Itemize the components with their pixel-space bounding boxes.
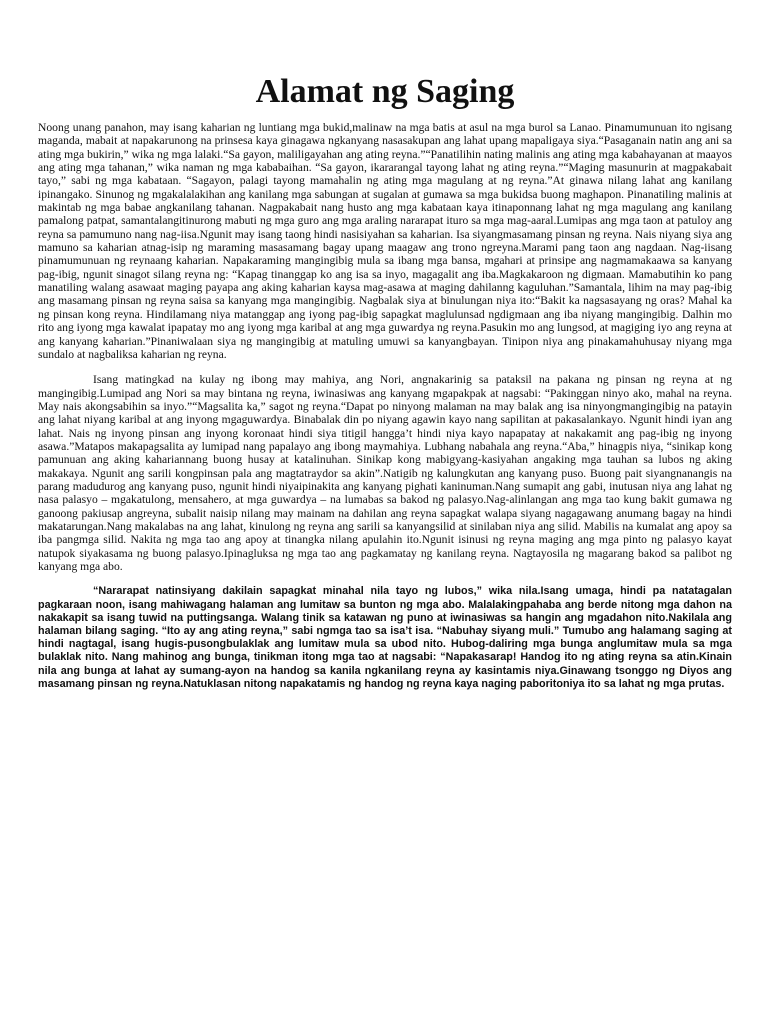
document-title: Alamat ng Saging — [255, 73, 515, 110]
paragraph-3: “Nararapat natinsiyang dakilain sapagkat minahal nila tayo ng lubos,” wika nila.Isang umaga, hindi pa natatagalan pagkaraan noon, isang mahiwagang halaman ang lumitaw sa bunton ng mga abo. Malalakingpahaba ang berde nitong mga dahon na nakakapit sa isang tuwid na puttingsanga. Walang tinik sa katawan ng puno at iwinasiwas sa hangin ang mgadahon nito.Nakilala ang halaman bilang saging. “Ito ay ang ating reyna,” sabi ngmga tao sa isa’t isa. “Nabuhay siyang muli.” Tumubo ang halamang saging at hindi nagtagal, isang hugis-pusongbulaklak ang lumitaw mula sa ubod nito. Hubog-daliring mga bunga anglumitaw mula sa mga bulaklak nito. Nang mahinog ang bunga, tinikman itong mga tao at nagsabi: “Napakasarap! Handog ito ng ating reyna sa atin.Kinain nila ang bunga at lahat ay sumang-ayon na handog sa kanila ngkanilang reyna ay kasintamis niya.Ginawang tsonggo ng Diyos ang masamang pinsan ng reyna.Natuklasan nitong napakatamis ng handog ng reyna kaya naging paboritoniya ito sa lahat ng mga prutas. — [38, 585, 732, 690]
document-page — [38, 60, 732, 691]
paragraph-2: Isang matingkad na kulay ng ibong may mahiya, ang Nori, angnakarinig sa pataksil na pakana ng pinsan ng reyna at ng mangingibig.Lumipad ang Nori sa may bintana ng reyna, iwinasiwas ang kanyang mgapakpak at nagsabi: “Pakinggan ninyo ako, mahal na reyna. May nais akongsabihin sa inyo.”“Magsalita ka,” sagot ng reyna.“Dapat po ninyong malaman na may balak ang isa ninyongmangingibig na patayin ang lahat niyang karibal at ang inyong mgaguwardya. Binabalak din po niyang agawin kayo nang sapilitan at pakasalankayo. Ngunit hindi iyan ang lahat. Nais ng inyong pinsan ang inyong koronaat hindi siya titigil hangga’t hindi niya kayo napapatay at nakakamit ang pag-ibig ng inyong asawa.”Matapos makapagsalita ay lumipad nang papalayo ang ibong maymahiya. Lubhang nabahala ang reyna.“Aba,” hinagpis niya, “sinikap kong pamunuan ang aking kahariannang buong husay at katalinuhan. Sinikap kong mabigyang-kasiyahan angaking mga tauhan sa lubos ng aking makakaya. Ngunit ang sarili kongpinsan pala ang magtatraydor sa akin”.Natigib ng kalungkutan ang kanyang puso. Buong pait siyangnanangis na parang madudurog ang kanyang puso, ngunit hindi niyaipinakita ang kanyang pighati kaninuman.Nang sumapit ang gabi, inutusan niya ang lahat ng nasa palasyo – mgakatulong, mensahero, at mga guwardya – na lumabas sa bakod ng palasyo.Nag-alinlangan ang mga tao kung bakit gumawa ng ganoong pakiusap angreyna, subalit naisip nilang may mainam na dahilan ang reyna sapagkat walapa siyang nagagawang anumang bagay na hindi makatarungan.Nang makalabas na ang lahat, kinulong ng reyna ang sarili sa kanyangsilid at sinilaban niya ang silid. Mabilis na kumalat ang apoy sa iba pangmga silid. Nakita ng mga tao ang apoy at tinangka nilang apulahin ito.Ngunit isinusi ng reyna maging ang mga pinto ng palasyo kayat natupok siyakasama ng buong palasyo.Ipinagluksa ng mga tao ang pagkamatay ng kanilang reyna. Nagtayosila ng magarang bakod sa palibot ng kanyang mga abo. — [38, 373, 732, 573]
paragraph-1: Noong unang panahon, may isang kaharian ng luntiang mga bukid,malinaw na mga batis at asul na mga burol sa Lanao. Pinamumunuan ito ngisang maganda, mabait at napakarunong na prinsesa kaya ginagawa ngkanyang nasasakupan ang lahat upang mapaligaya siya.“Pasaganain natin ang ani sa ating mga bukirin,” wika ng mga lalaki.“Sa gayon, maliligayahan ang ating reyna.”“Panatilihin nating malinis ang ating mga kabahayanan at maayos ang ating mga tahanan,” wika naman ng mga kababaihan. “Sa gayon, ikararangal tayong lahat ng ating reyna.”“Maging masunurin at magpakabait tayo,” sabi ng mga kabataan. “Sagayon, palagi tayong mamahalin ng ating mga magulang at ng reyna.”At ginawa nilang lahat ang kanilang ipinangako. Sinunog ng mgakalalakihan ang kanilang mga sabungan at sugalan at gumawa sa mga bukidsa buong maghapon. Pinanatiling malinis at makintab ng mga babae angkanilang tahanan. Nagpakabait nang husto ang mga kabataan kaya itinaponnang lahat ng mga magulang ang kanilang pamalong patpat, samantalangitinurong mabuti ng mga guro ang mga araling nararapat ituro sa mga mag-aaral.Lumipas ang mga taon at patuloy ang reyna sa pamumuno nang nag-iisa.Ngunit may isang taong hindi nasisiyahan sa kaharian. Isa siyangmasamang pinsan ng reyna. Nais niyang siya ang mamuno sa kaharian atnag-isip ng maraming masasamang bagay upang maagaw ang trono ngreyna.Marami pang taon ang nagdaan. Nag-iisang pinamumunuan ng reynaang kaharian. Napakaraming mangingibig mula sa ibang mga bansa, mgahari at prinsipe ang nagmamakaawa sa kanyang pag-ibig, ngunit sinagot silang reyna ng: “Kapag tinanggap ko ang isa sa inyo, magagalit ang iba.Magkakaroon ng digmaan. Mamabutihin ko pang manatiling walang asawaat maging payapa ang aking kaharian kaysa mag-asawa at maging dahilanng kaguluhan.”Samantala, lihim na may pag-ibig ang masamang pinsan ng reyna saisa sa kanyang mga mangingibig. Nagbalak siya at binulungan niya ito:“Bakit ka nagsasayang ng oras? Mahal ka ng pinsan kong reyna. Hindilamang niya matanggap ang iyong pag-ibig sapagkat maglulunsad ngdigmaan ang iba niyang mangingibig. Dalhin mo rito ang iyong mga kawalat ipapatay mo ang iyong mga karibal at ang mga guwardya ng reyna.Pasukin mo ang lungsod, at magiging iyo ang reyna at ang kanyang kaharian.”Pinaniwalaan siya ng mangingibig at matuling umuwi sa kanyangbayan. Tinipon niya ang pinakamahuhusay niyang mga sundalo at nagbaliksa kaharian ng reyna. — [38, 121, 732, 361]
